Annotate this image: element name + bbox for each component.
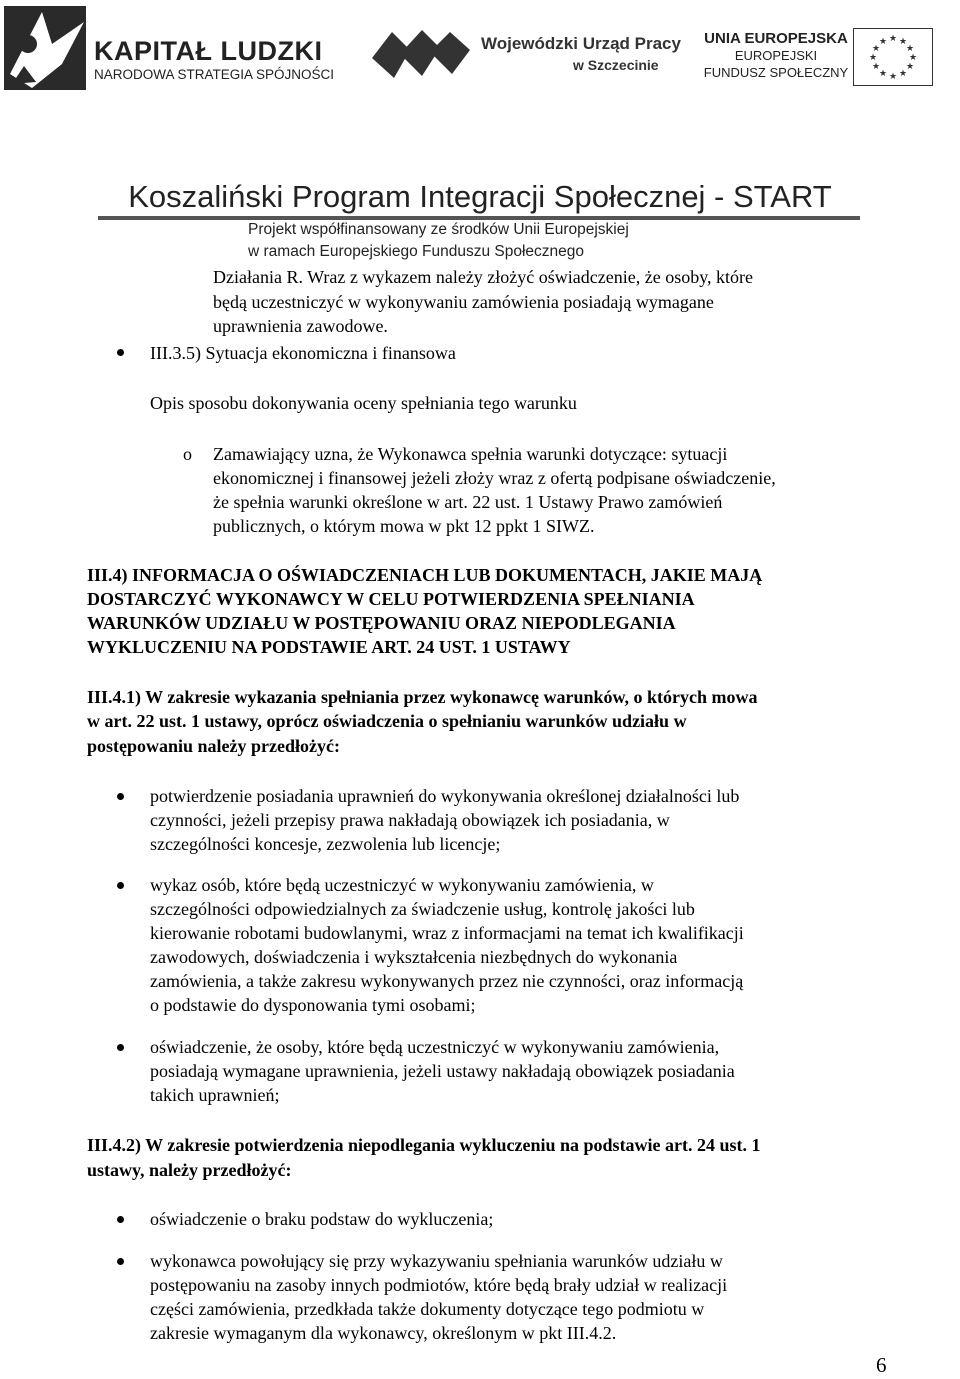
section-iii35-item-line: ekonomicznej i finansowej jeżeli złoży wraz z ofertą podpisane oświadczenie, [213,468,776,488]
list-item-line: wykonawca powołujący się przy wykazywaniu spełniania warunków udziału w [150,1251,723,1271]
svg-text:★: ★ [898,69,908,79]
svg-text:★: ★ [905,62,915,72]
ue-logo [690,20,945,95]
svg-text:★: ★ [868,53,878,63]
svg-text:★: ★ [908,53,918,63]
list-item-line: części zamówienia, przedkłada także dokumenty dotyczące tego podmiotu w [150,1299,705,1319]
intro-line: będą uczestniczyć w wykonywaniu zamówienia posiadają wymagane [213,292,714,312]
list-item-line: postępowaniu na zasoby innych podmiotów, które będą brały udział w realizacji [150,1275,728,1295]
svg-text:★: ★ [905,44,915,54]
bullet-icon [117,1044,124,1051]
list-item-line: zamówienia, a także zakresu wykonywanych przez nie czynności, oraz informacją [150,971,744,991]
program-title: Koszaliński Program Integracji Społecznej - START [128,179,832,214]
circle-bullet-icon: o [183,444,192,464]
kapital-ludzki-title: KAPITAŁ LUDZKI [94,36,323,66]
bullet-icon [117,349,124,356]
kapital-ludzki-emblem-icon [2,4,90,92]
project-cofinancing-line-2: w ramach Europejskiego Funduszu Społecznego [248,243,585,260]
section-iii41-heading-line: w art. 22 ust. 1 ustawy, oprócz oświadczenia o spełnianiu warunków udziału w [87,711,687,731]
page-number: 6 [876,1353,887,1377]
section-iii42-heading-line: III.4.2) W zakresie potwierdzenia niepodlegania wykluczeniu na podstawie art. 24 ust. 1 [87,1135,761,1155]
bullet-icon [117,1258,124,1265]
svg-text:★: ★ [878,37,888,47]
list-item-line: wykaz osób, które będą uczestniczyć w wykonywaniu zamówienia, w [150,875,654,895]
list-item-line: zawodowych, doświadczenia i wykształcenia niezbędnych do wykonania [150,947,678,967]
section-iii42-heading-line: ustawy, należy przedłożyć: [87,1160,292,1180]
list-item-line: czynności, jeżeli przepisy prawa nakładają obowiązek ich posiadania, w [150,810,670,830]
section-iii35-item-line: że spełnia warunki określone w art. 22 ust. 1 Ustawy Prawo zamówień [213,492,723,512]
svg-text:★: ★ [888,72,898,82]
header-divider [98,216,860,220]
kapital-ludzki-logo [0,0,335,95]
svg-text:★: ★ [888,34,898,44]
section-iii35-item-line: Zamawiający uzna, że Wykonawca spełnia warunki dotyczące: sytuacji [213,444,728,464]
section-iii4-heading-line: WYKLUCZENIU NA PODSTAWIE ART. 24 UST. 1 USTAWY [87,637,571,657]
wup-logo [370,20,681,90]
section-iii35-title: III.3.5) Sytuacja ekonomiczna i finansowa [150,343,456,363]
intro-line: uprawnienia zawodowe. [213,316,388,336]
wup-name: Wojewódzki Urząd Pracy [481,34,681,53]
svg-text:★: ★ [898,37,908,47]
intro-line: Działania R. Wraz z wykazem należy złożyć oświadczenie, że osoby, które [213,267,754,287]
svg-text:★: ★ [871,44,881,54]
list-item-line: o podstawie do dysponowania tymi osobami; [150,995,476,1015]
ue-line-2: EUROPEJSKI [734,48,818,63]
bullet-icon [117,1216,124,1223]
list-item-line: kierowanie robotami budowlanymi, wraz z informacjami na temat ich kwalifikacji [150,923,744,943]
eu-flag-icon [853,28,933,86]
ue-line-3: FUNDUSZ SPOŁECZNY [703,65,849,80]
ue-text-block [702,30,850,81]
section-iii4-heading-line: III.4) INFORMACJA O OŚWIADCZENIACH LUB DOKUMENTACH, JAKIE MAJĄ [87,565,763,585]
section-iii35-item-line: publicznych, o którym mowa w pkt 12 ppkt 1 SIWZ. [213,516,595,536]
section-iii35-subtitle: Opis sposobu dokonywania oceny spełniania tego warunku [150,393,577,413]
section-iii41-heading-line: postępowaniu należy przedłożyć: [87,736,340,756]
bullet-icon [117,793,124,800]
list-item-line: szczególności odpowiedzialnych za świadczenie usług, kontrolę jakości lub [150,899,695,919]
svg-text:★: ★ [878,69,888,79]
wup-city: w Szczecinie [573,57,659,73]
list-item-line: potwierdzenie posiadania uprawnień do wykonywania określonej działalności lub [150,786,740,806]
list-item-line: posiadają wymagane uprawnienia, jeżeli ustawy nakładają obowiązek posiadania [150,1061,735,1081]
list-item-line: szczególności koncesje, zezwolenia lub licencje; [150,834,501,854]
svg-text:★: ★ [871,62,881,72]
list-item-line: takich uprawnień; [150,1085,280,1105]
project-cofinancing-line-1: Projekt współfinansowany ze środków Unii Europejskiej [248,221,629,238]
section-iii4-heading-line: DOSTARCZYĆ WYKONAWCY W CELU POTWIERDZENIA SPEŁNIANIA [87,589,695,609]
bullet-icon [117,882,124,889]
list-item-line: oświadczenie, że osoby, które będą uczestniczyć w wykonywaniu zamówienia, [150,1037,720,1057]
section-iii41-heading-line: III.4.1) W zakresie wykazania spełniania przez wykonawcę warunków, o których mowa [87,687,758,707]
list-item-line: oświadczenie o braku podstaw do wykluczenia; [150,1209,494,1229]
list-item-line: zakresie wymaganym dla wykonawcy, określonym w pkt III.4.2. [150,1323,617,1343]
section-iii4-heading-line: WARUNKÓW UDZIAŁU W POSTĘPOWANIU ORAZ NIEPODLEGANIA [87,613,676,633]
wup-emblem-icon [370,28,474,80]
ue-line-1: UNIA EUROPEJSKA [704,30,848,47]
kapital-ludzki-subtitle: NARODOWA STRATEGIA SPÓJNOŚCI [94,67,335,82]
